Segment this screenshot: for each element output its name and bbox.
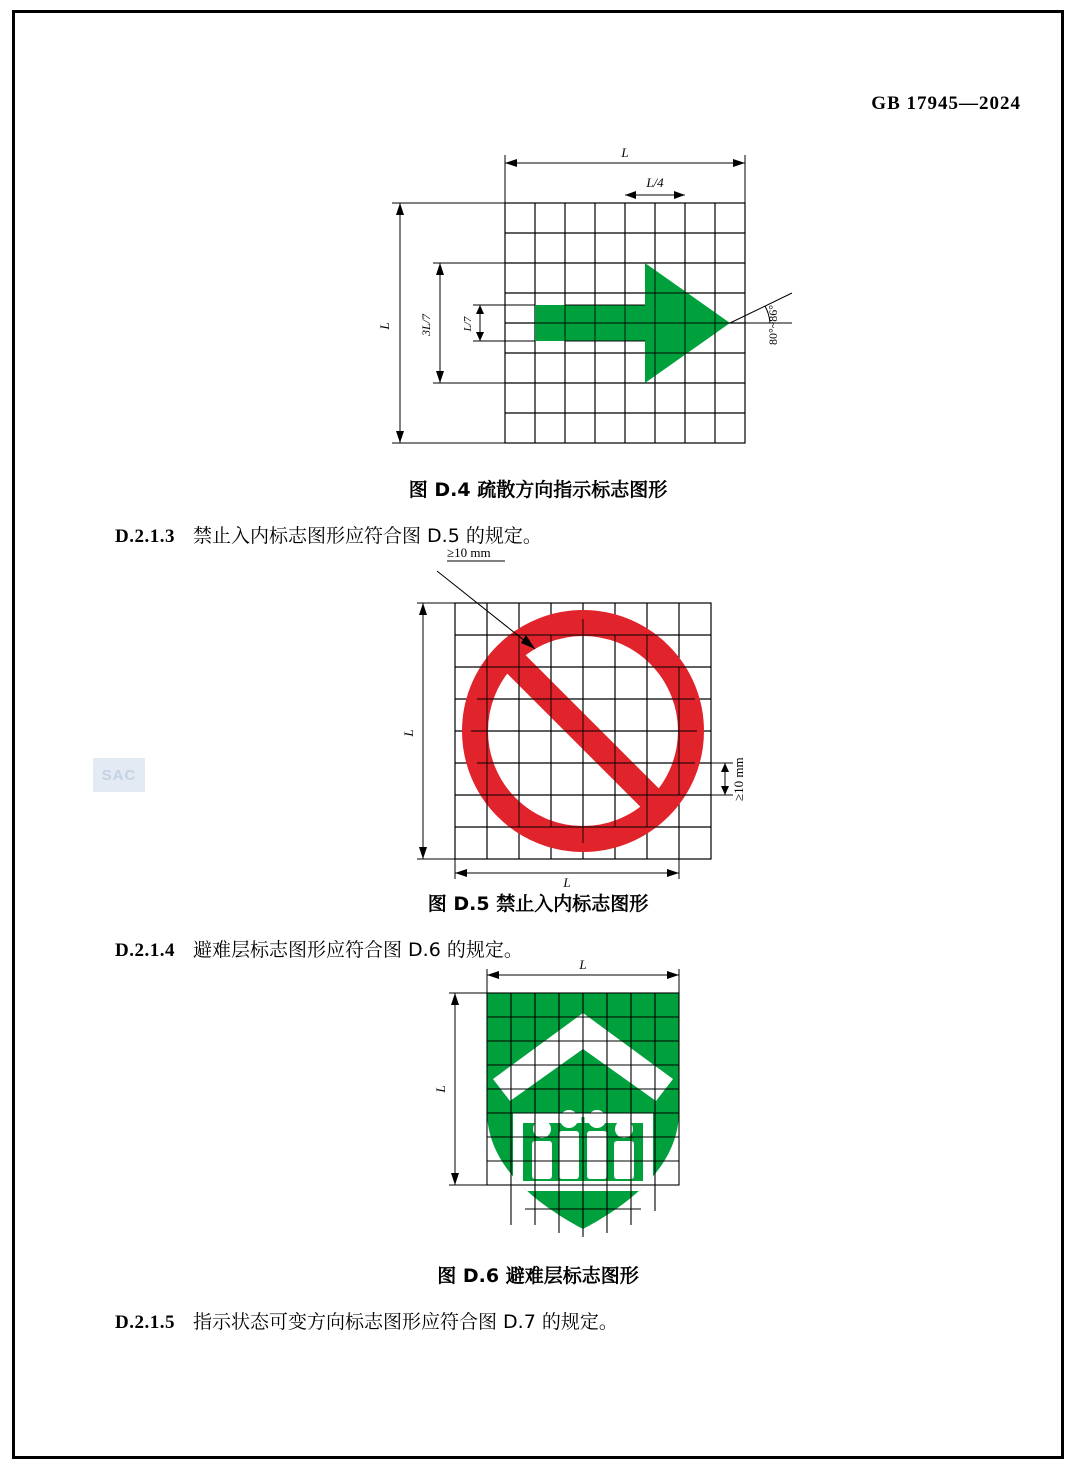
watermark-logo: SAC [93,758,145,792]
paragraph-d215 [115,1307,618,1334]
page-content [15,13,1061,1456]
figure-d4-caption: 图 D.4 疏散方向指示标志图形 [408,479,668,501]
svg-text:80°~86°: 80°~86° [766,304,780,345]
standard-number-header: GB 17945—2024 [871,93,1021,114]
svg-text:≥10 mm: ≥10 mm [447,545,491,560]
paragraph-d213 [115,521,542,548]
svg-text:L: L [563,875,571,890]
figure-d5 [395,545,815,890]
paragraph-d214-text: 避难层标志图形应符合图 D.6 的规定。 [192,939,523,961]
svg-text:≥10 mm: ≥10 mm [731,757,746,801]
paragraph-d215-number: D.2.1.5 [115,1312,175,1333]
paragraph-d213-number: D.2.1.3 [115,526,175,547]
paragraph-d214 [115,935,523,962]
paragraph-d215-text: 指示状态可变方向标志图形应符合图 D.7 的规定。 [192,1311,618,1333]
svg-text:L/4: L/4 [646,175,664,190]
page-frame [12,10,1064,1459]
figure-d6 [415,957,755,1261]
paragraph-d214-number: D.2.1.4 [115,940,175,961]
svg-text:L: L [579,957,587,972]
figure-d4 [345,133,845,473]
svg-text:L: L [433,1085,448,1093]
svg-text:L/7: L/7 [462,316,474,332]
figure-d5-caption: 图 D.5 禁止入内标志图形 [427,893,649,915]
svg-text:L: L [621,145,629,160]
svg-text:L: L [377,322,392,330]
svg-text:L: L [401,729,416,737]
paragraph-d213-text: 禁止入内标志图形应符合图 D.5 的规定。 [192,525,542,547]
svg-text:3L/7: 3L/7 [419,313,433,337]
figure-d6-caption: 图 D.6 避难层标志图形 [437,1265,639,1287]
